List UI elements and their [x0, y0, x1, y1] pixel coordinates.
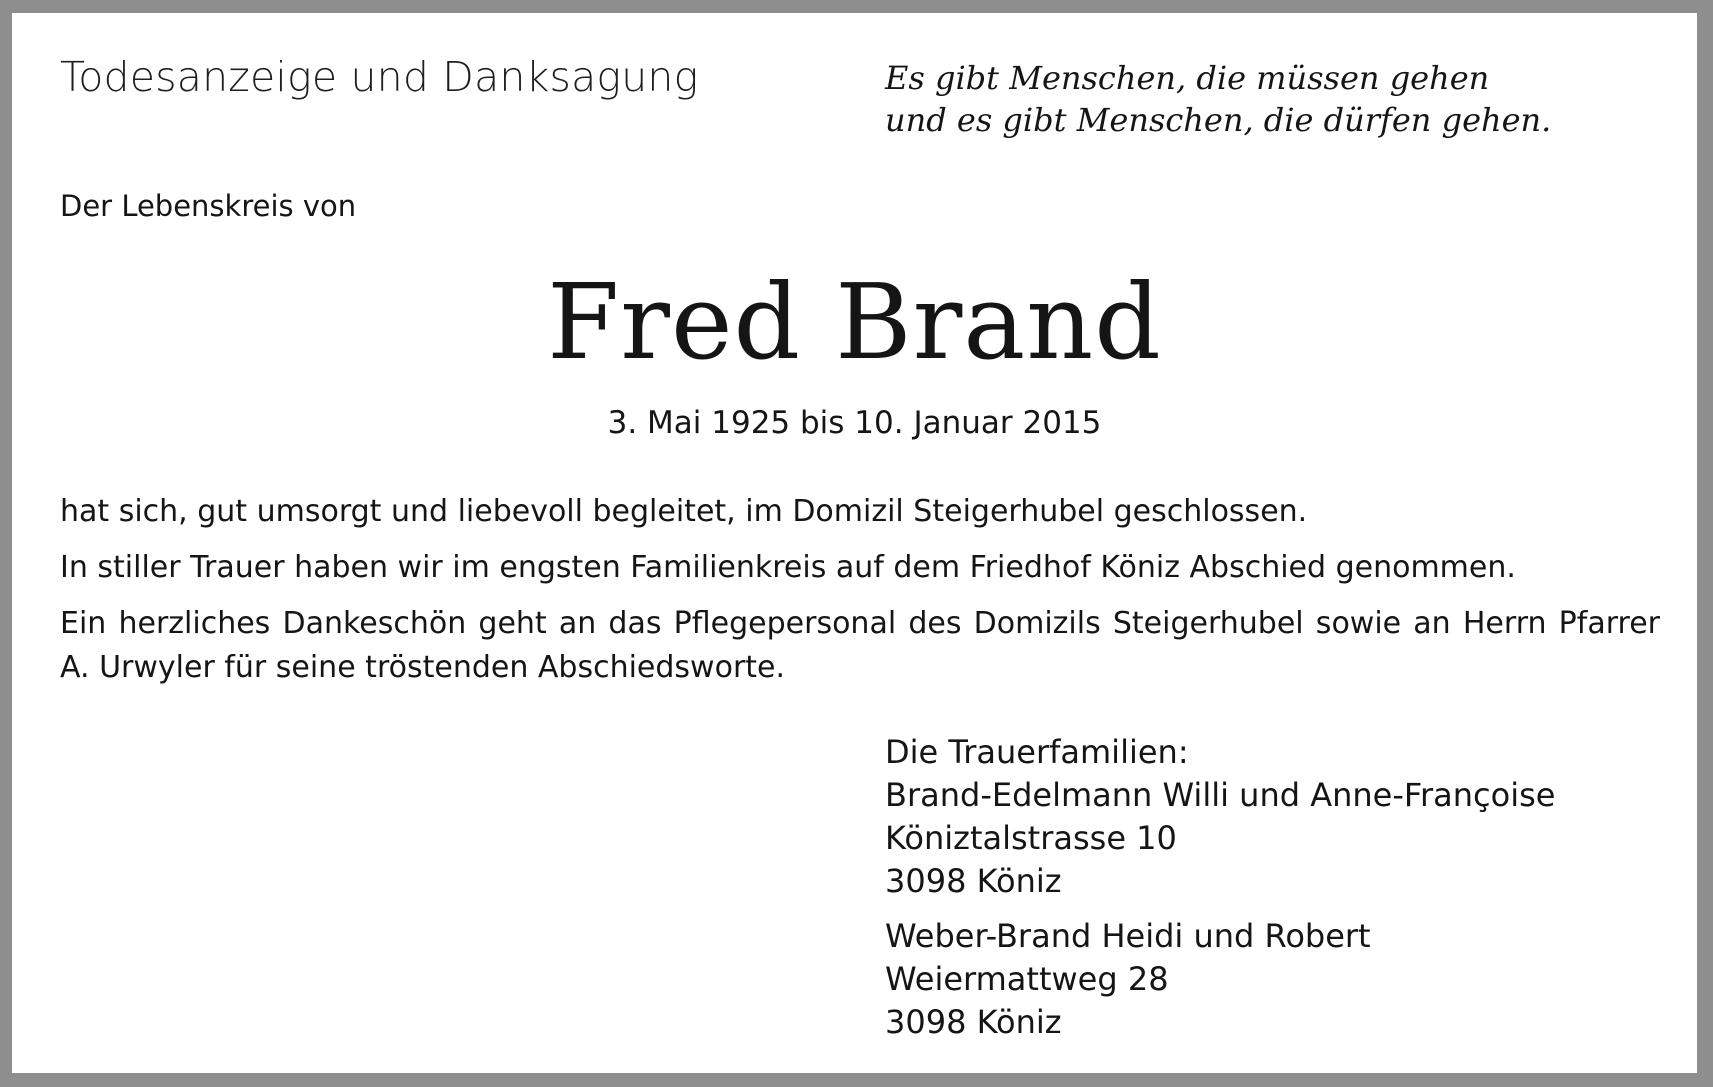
- mourning-families: [885, 731, 1555, 1044]
- body-paragraph: In stiller Trauer haben wir im engsten Familienkreis auf dem Friedhof Köniz Abschied genommen.: [60, 550, 1516, 585]
- intro-text: Der Lebenskreis von: [60, 189, 357, 223]
- obituary-notice: [12, 13, 1697, 1073]
- family-name: Weber-Brand Heidi und Robert: [885, 917, 1371, 955]
- life-dates: 3. Mai 1925 bis 10. Januar 2015: [607, 405, 1102, 441]
- family-street: Köniztalstrasse 10: [885, 819, 1177, 857]
- family-city: 3098 Köniz: [885, 1003, 1062, 1041]
- notice-body: [60, 490, 1660, 702]
- family-name: Brand-Edelmann Willi und Anne-Françoise: [885, 776, 1556, 814]
- motto-line: Es gibt Menschen, die müssen gehen: [885, 59, 1490, 97]
- family-city: 3098 Köniz: [885, 862, 1062, 900]
- family-street: Weiermattweg 28: [885, 960, 1169, 998]
- motto-quote: [885, 57, 1551, 141]
- families-label: Die Trauerfamilien:: [885, 733, 1189, 771]
- family-spacer: [885, 903, 1555, 915]
- deceased-name: Fred Brand: [547, 261, 1162, 383]
- body-paragraph: hat sich, gut umsorgt und liebevoll begleitet, im Domizil Steigerhubel geschlossen.: [60, 494, 1308, 529]
- motto-line: und es gibt Menschen, die dürfen gehen.: [885, 101, 1552, 139]
- notice-heading: Todesanzeige und Danksagung: [60, 53, 699, 101]
- body-paragraph: Ein herzliches Dankeschön geht an das Pflegepersonal des Domizils Steigerhubel sowie an Herrn Pfarrer A. Urwyler für seine tröstenden Abschiedsworte.: [60, 606, 1660, 685]
